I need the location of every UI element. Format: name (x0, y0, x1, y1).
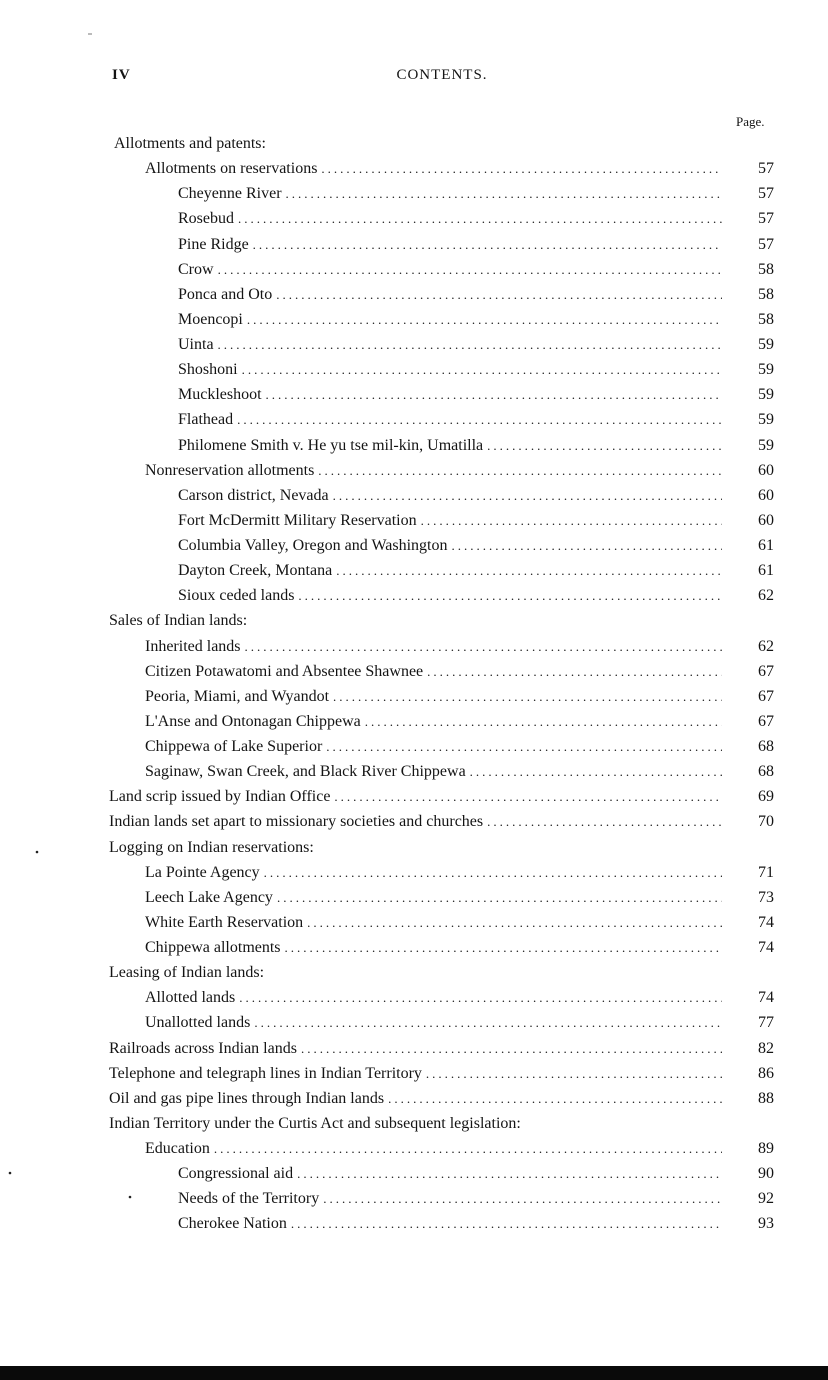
toc-entry (0, 1211, 828, 1236)
dot-leader (323, 1186, 722, 1211)
toc-page-number: 92 (758, 1190, 774, 1208)
toc-entry-title: Unallotted lands (145, 1014, 251, 1032)
toc-entry-title: Railroads across Indian lands (109, 1039, 297, 1057)
toc-page-number: 59 (758, 436, 774, 454)
toc-page-number: 74 (758, 989, 774, 1007)
toc-page-number: 60 (758, 511, 774, 529)
toc-entry-title: Fort McDermitt Military Reservation (178, 511, 417, 529)
toc-entry (0, 257, 828, 282)
page-number: IV (112, 67, 131, 83)
toc-entry-leader (178, 433, 722, 458)
dot-leader (237, 407, 722, 432)
toc-entry-title: Cheyenne River (178, 185, 282, 203)
toc-entry-title: Cherokee Nation (178, 1215, 287, 1233)
toc-entry-leader (145, 910, 722, 935)
toc-entry-title: Ponca and Oto (178, 285, 273, 303)
dot-leader (470, 759, 722, 784)
dot-leader (326, 734, 722, 759)
toc-section-heading (0, 1111, 828, 1136)
toc-entry (0, 1136, 828, 1161)
toc-entry (0, 985, 828, 1010)
toc-entry-leader (145, 1010, 722, 1035)
toc-page-number: 82 (758, 1039, 774, 1057)
toc-page-number: 58 (758, 310, 774, 328)
toc-entry-leader (178, 181, 722, 206)
toc-entry (0, 1186, 828, 1211)
toc-entry-leader (109, 960, 264, 985)
dot-leader (452, 533, 723, 558)
dot-leader (264, 860, 722, 885)
toc-entry-title: Moencopi (178, 310, 243, 328)
dot-leader (266, 382, 722, 407)
toc-page-number: 74 (758, 939, 774, 956)
toc-entry-leader (109, 835, 314, 860)
toc-entry-title: Education (145, 1140, 210, 1157)
toc-entry-title: Chippewa of Lake Superior (145, 738, 323, 755)
toc-page-number: 60 (758, 461, 774, 479)
dot-leader (301, 1036, 722, 1061)
toc-page-number: 58 (758, 285, 774, 303)
toc-entry (0, 583, 828, 608)
toc-page-number: 93 (758, 1215, 774, 1233)
toc-entry (0, 282, 828, 307)
toc-entry (0, 407, 828, 432)
toc-entry (0, 307, 828, 332)
toc-page-number: 88 (758, 1089, 774, 1107)
toc-entry (0, 382, 828, 407)
dot-leader (336, 558, 722, 583)
toc-entry-title: Allotted lands (145, 989, 236, 1007)
dot-leader (307, 910, 722, 935)
toc-page-number: 61 (758, 537, 774, 554)
toc-section-heading (0, 835, 828, 860)
toc-entry-leader (145, 734, 722, 759)
toc-entry-leader (145, 935, 722, 960)
toc-entry-title: Flathead (178, 411, 234, 429)
dot-leader (253, 232, 722, 257)
toc-entry-title: Allotments on reservations (145, 160, 318, 178)
toc-page-number: 67 (758, 662, 774, 680)
dot-leader (276, 282, 722, 307)
toc-page-number: 57 (758, 235, 774, 253)
toc-entry-leader (145, 885, 722, 910)
toc-entry (0, 558, 828, 583)
dot-leader (291, 1211, 722, 1236)
dot-leader (245, 634, 722, 659)
toc-page-number: 70 (758, 813, 774, 831)
dot-leader (334, 784, 722, 809)
toc-page-number: 59 (758, 386, 774, 404)
toc-entry (0, 508, 828, 533)
toc-entry (0, 885, 828, 910)
toc-entry-leader (114, 131, 266, 156)
dot-leader (365, 709, 722, 734)
toc-entry-title: Crow (178, 260, 214, 278)
toc-page-number: 71 (758, 863, 774, 881)
dot-leader (239, 985, 722, 1010)
toc-entry-title: Leech Lake Agency (145, 888, 273, 906)
toc-entry-leader (178, 1161, 722, 1186)
toc-entry (0, 433, 828, 458)
toc-entry (0, 734, 828, 759)
dot-leader (247, 307, 722, 332)
toc-entry-leader (178, 1211, 722, 1236)
toc-entry-leader (145, 684, 722, 709)
toc-entry-title: Sales of Indian lands: (109, 612, 248, 630)
dot-leader (277, 885, 722, 910)
toc-page-number: 57 (758, 185, 774, 203)
dot-leader (321, 156, 722, 181)
toc-entry-title: Saginaw, Swan Creek, and Black River Chippewa (145, 763, 466, 781)
toc-entry-leader (178, 307, 722, 332)
toc-entry-leader (178, 583, 722, 608)
page-title: CONTENTS. (396, 67, 488, 83)
toc-entry-leader (178, 533, 722, 558)
dot-leader (286, 181, 722, 206)
toc-entry-leader (178, 407, 722, 432)
toc-entry (0, 759, 828, 784)
toc-page-number: 60 (758, 486, 774, 504)
toc-entry-leader (178, 382, 722, 407)
dot-leader (487, 433, 722, 458)
dot-leader (218, 257, 722, 282)
toc-entry-leader (145, 1136, 722, 1161)
dot-leader (238, 206, 722, 231)
toc-entry-leader (109, 608, 247, 633)
toc-entry-leader (145, 458, 722, 483)
dot-leader (254, 1010, 722, 1035)
toc-entry-title: Indian lands set apart to missionary societies and churches (109, 813, 484, 831)
toc-entry-title: Telephone and telegraph lines in Indian Territory (109, 1064, 422, 1082)
toc-entry-leader (178, 206, 722, 231)
toc-entry-leader (109, 1086, 722, 1111)
toc-entry (0, 659, 828, 684)
dot-leader (427, 659, 722, 684)
toc-entry-leader (178, 257, 722, 282)
dot-leader (388, 1086, 722, 1111)
toc-page-number: 74 (758, 913, 774, 931)
toc-entry (0, 709, 828, 734)
toc-entry-leader (145, 659, 722, 684)
toc-entry-title: Citizen Potawatomi and Absentee Shawnee (145, 662, 424, 680)
toc-entry-title: Shoshoni (178, 361, 238, 379)
toc-entry (0, 684, 828, 709)
toc-entry (0, 809, 828, 834)
toc-entry (0, 533, 828, 558)
toc-page-number: 57 (758, 210, 774, 228)
toc-page-number: 59 (758, 411, 774, 429)
toc-entry-leader (178, 1186, 722, 1211)
toc-entry-leader (109, 784, 722, 809)
toc-page-number: 59 (758, 336, 774, 353)
toc-page-number: 68 (758, 738, 774, 755)
toc-entry-title: Needs of the Territory (178, 1190, 320, 1208)
toc-page-number: 61 (758, 562, 774, 580)
toc-page-number: 77 (758, 1014, 774, 1032)
toc-entry-title: Sioux ceded lands (178, 587, 295, 605)
toc-entry (0, 181, 828, 206)
toc-entry-leader (145, 156, 722, 181)
dot-leader (421, 508, 722, 533)
toc-entry-leader (178, 282, 722, 307)
dot-leader (298, 583, 722, 608)
dot-leader (218, 332, 722, 357)
toc-entry (0, 935, 828, 960)
toc-entry-title: Pine Ridge (178, 235, 249, 253)
toc-entry-title: Dayton Creek, Montana (178, 562, 333, 580)
toc-entry-title: Logging on Indian reservations: (109, 838, 314, 856)
toc-entry-leader (109, 809, 722, 834)
toc-entry-title: Rosebud (178, 210, 234, 228)
toc-entry-title: Allotments and patents: (114, 135, 266, 152)
toc-entry-leader (145, 634, 722, 659)
toc-entry-leader (178, 508, 722, 533)
toc-page-number: 69 (758, 788, 774, 806)
toc-entry-title: Columbia Valley, Oregon and Washington (178, 537, 448, 554)
dot-leader (297, 1161, 722, 1186)
toc-entry-title: Philomene Smith v. He yu tse mil-kin, Umatilla (178, 436, 484, 454)
toc-entry (0, 784, 828, 809)
toc-page-number: 62 (758, 637, 774, 655)
toc-entry (0, 483, 828, 508)
toc-entry-leader (178, 357, 722, 382)
toc-page-number: 62 (758, 587, 774, 605)
toc-entry-title: L'Anse and Ontonagan Chippewa (145, 712, 361, 730)
toc-entry-title: Oil and gas pipe lines through Indian lands (109, 1089, 385, 1107)
page-header (112, 67, 772, 87)
toc-entry-leader (145, 759, 722, 784)
toc-entry (0, 357, 828, 382)
toc-entry-title: La Pointe Agency (145, 863, 260, 881)
dot-leader (333, 483, 722, 508)
toc-page-number: 67 (758, 712, 774, 730)
toc-entry-title: Chippewa allotments (145, 939, 281, 956)
toc-entry-title: Indian Territory under the Curtis Act and subsequent legislation: (109, 1114, 521, 1132)
toc-entry-title: Inherited lands (145, 637, 241, 655)
dot-leader (214, 1136, 722, 1161)
toc-entry (0, 1036, 828, 1061)
toc-entry (0, 332, 828, 357)
toc-entry (0, 860, 828, 885)
toc-entry (0, 156, 828, 181)
toc-entry-leader (145, 709, 722, 734)
toc-page-number: 86 (758, 1064, 774, 1082)
toc-section-heading (0, 960, 828, 985)
dot-leader (318, 458, 722, 483)
toc-entry-title: Peoria, Miami, and Wyandot (145, 687, 330, 705)
dot-leader (487, 809, 722, 834)
toc-entry-leader (178, 558, 722, 583)
toc-entry (0, 1086, 828, 1111)
toc-entry-title: Congressional aid (178, 1165, 294, 1183)
dot-leader (426, 1061, 722, 1086)
toc-page-number: 59 (758, 361, 774, 379)
page-column-label: Page. (736, 114, 765, 129)
toc-entry-title: Carson district, Nevada (178, 486, 329, 504)
toc-entry-leader (178, 332, 722, 357)
toc-entry-leader (145, 860, 722, 885)
toc-page-number: 58 (758, 260, 774, 278)
toc-entry-leader (145, 985, 722, 1010)
toc-entry (0, 1010, 828, 1035)
toc-entry (0, 1061, 828, 1086)
toc-section-heading (0, 608, 828, 633)
dot-leader (285, 935, 722, 960)
toc-section-heading (0, 131, 828, 156)
toc-entry-title: Leasing of Indian lands: (109, 964, 265, 982)
scan-bottom-edge (0, 1366, 828, 1380)
toc-page-number: 57 (758, 160, 774, 178)
toc-entry-leader (109, 1061, 722, 1086)
toc-page-number: 73 (758, 888, 774, 906)
toc-entry-title: Uinta (178, 336, 214, 353)
toc-page-number: 67 (758, 687, 774, 705)
toc-entry (0, 206, 828, 231)
toc-entry-title: White Earth Reservation (145, 913, 304, 931)
toc-entry (0, 232, 828, 257)
dot-leader (242, 357, 722, 382)
table-of-contents (0, 131, 828, 1237)
toc-entry-leader (178, 483, 722, 508)
toc-page-number: 89 (758, 1140, 774, 1157)
toc-page-number: 90 (758, 1165, 774, 1183)
toc-entry (0, 1161, 828, 1186)
toc-entry-title: Nonreservation allotments (145, 461, 315, 479)
toc-entry (0, 458, 828, 483)
toc-entry-title: Land scrip issued by Indian Office (109, 788, 331, 806)
toc-entry-leader (178, 232, 722, 257)
toc-page-number: 68 (758, 763, 774, 781)
toc-entry-leader (109, 1111, 521, 1136)
toc-entry (0, 910, 828, 935)
dot-leader (333, 684, 722, 709)
toc-entry-title: Muckleshoot (178, 386, 262, 404)
toc-entry (0, 634, 828, 659)
toc-entry-leader (109, 1036, 722, 1061)
